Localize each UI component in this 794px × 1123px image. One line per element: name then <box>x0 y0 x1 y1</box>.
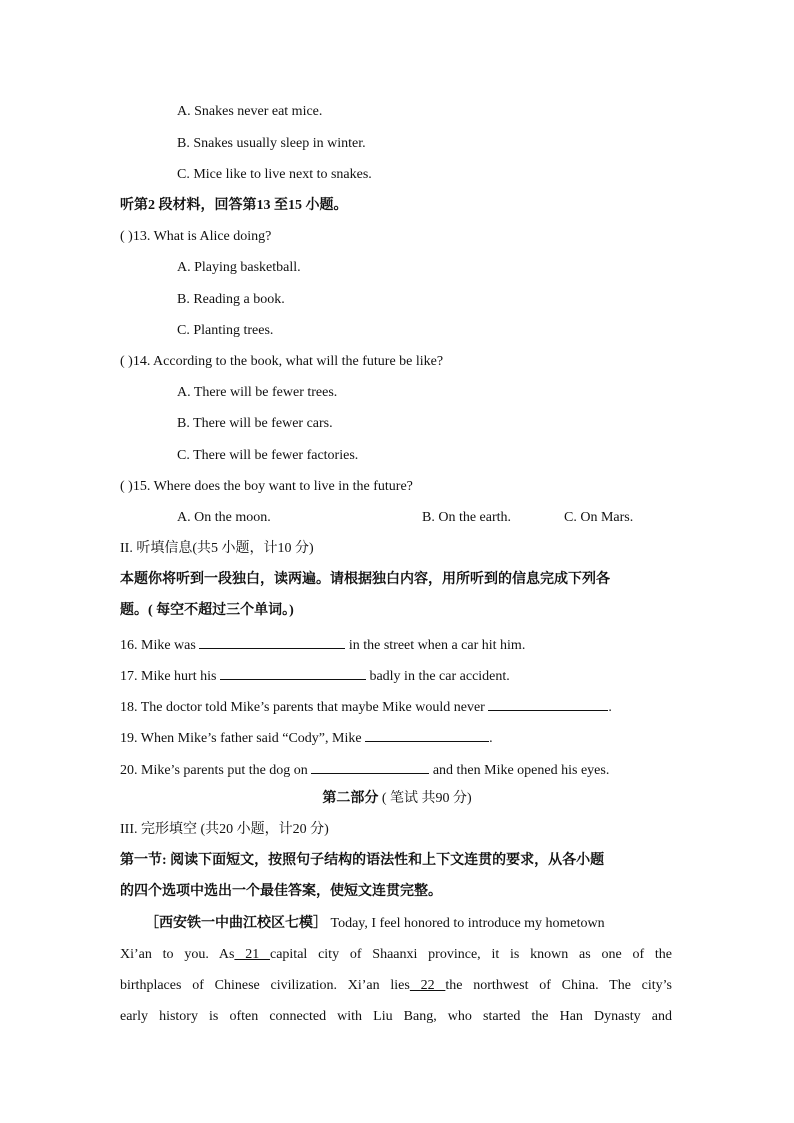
q15-option-c: C. On Mars. <box>564 510 634 525</box>
q18-text-pre: 18. The doctor told Mike’s parents that maybe Mike would never <box>120 700 489 715</box>
q19-line <box>120 727 493 748</box>
passage-line-3 <box>120 977 672 995</box>
q20-line <box>120 759 609 780</box>
passage-line-2-post: capital city of Shaanxi province, it is known as one of the <box>269 947 673 962</box>
section-1-instruction-line-1: 第一节: 阅读下面短文，按照句子结构的语法性和上下文连贯的要求，从各小题 <box>120 853 605 868</box>
q18-text-post: . <box>608 700 612 715</box>
q14-option-b: B. There will be fewer cars. <box>177 416 333 431</box>
passage-line-3-pre: birthplaces of Chinese civilization. Xi’an lies <box>120 978 410 993</box>
passage-line-4: early history is often connected with Liu Bang, who started the Han Dynasty and <box>120 1009 672 1024</box>
part-3-title: III. 完形填空 (共20 小题，计20 分) <box>120 822 329 837</box>
passage-line-3-post: the northwest of China. The city’s <box>445 978 673 993</box>
q13-stem: ( )13. What is Alice doing? <box>120 229 272 244</box>
q17-line <box>120 665 510 686</box>
q20-text-pre: 20. Mike’s parents put the dog on <box>120 763 312 778</box>
q19-blank[interactable] <box>365 727 489 742</box>
q20-blank[interactable] <box>311 759 429 774</box>
q15-option-a: A. On the moon. <box>177 510 271 525</box>
q19-text-pre: 19. When Mike’s father said “Cody”, Mike <box>120 731 366 746</box>
q13-option-a: A. Playing basketball. <box>177 260 301 275</box>
q16-text-post: in the street when a car hit him. <box>345 638 526 653</box>
q13-option-c: C. Planting trees. <box>177 323 274 338</box>
q14-option-a: A. There will be fewer trees. <box>177 385 338 400</box>
q17-blank[interactable] <box>220 665 366 680</box>
written-part-heading <box>0 790 794 808</box>
q12-option-b: B. Snakes usually sleep in winter. <box>177 136 366 151</box>
q18-blank[interactable] <box>488 696 608 711</box>
q16-blank[interactable] <box>199 634 345 649</box>
q20-text-post: and then Mike opened his eyes. <box>429 763 610 778</box>
blank-22[interactable]: 22 <box>409 978 446 993</box>
q13-option-b: B. Reading a book. <box>177 292 285 307</box>
q18-line <box>120 696 612 717</box>
part-2-instruction-line-2: 题。( 每空不超过三个单词。) <box>120 603 294 618</box>
q17-text-post: badly in the car accident. <box>365 669 510 684</box>
part-2-title: II. 听填信息(共5 小题，计10 分) <box>120 541 314 556</box>
section-2-instruction: 听第2 段材料，回答第13 至15 小题。 <box>120 198 348 213</box>
passage-line-2 <box>120 946 672 964</box>
written-part-title: 第二部分 <box>322 791 379 806</box>
q14-option-c: C. There will be fewer factories. <box>177 448 359 463</box>
q14-stem: ( )14. According to the book, what will the future be like? <box>120 354 444 369</box>
q12-option-c: C. Mice like to live next to snakes. <box>177 167 372 182</box>
passage-line-1-text: Today, I feel honored to introduce my hometown <box>327 916 605 931</box>
q16-line <box>120 634 525 655</box>
q12-option-a: A. Snakes never eat mice. <box>177 104 323 119</box>
q19-text-post: . <box>489 731 493 746</box>
blank-21[interactable]: 21 <box>234 947 270 962</box>
part-2-instruction-line-1: 本题你将听到一段独白，读两遍。请根据独白内容，用所听到的信息完成下列各 <box>120 572 610 587</box>
section-1-instruction-line-2: 的四个选项中选出一个最佳答案，使短文连贯完整。 <box>120 884 442 899</box>
q15-option-b: B. On the earth. <box>422 510 512 525</box>
q17-text-pre: 17. Mike hurt his <box>120 669 220 684</box>
passage-line-2-pre: Xi’an to you. As <box>120 947 235 962</box>
written-part-subtitle: ( 笔试 共90 分) <box>381 791 472 806</box>
passage-source: ［西安铁一中曲江校区七模］ <box>145 916 327 931</box>
passage-line-1 <box>145 915 605 933</box>
q16-text-pre: 16. Mike was <box>120 638 200 653</box>
q15-stem: ( )15. Where does the boy want to live in the future? <box>120 479 413 494</box>
